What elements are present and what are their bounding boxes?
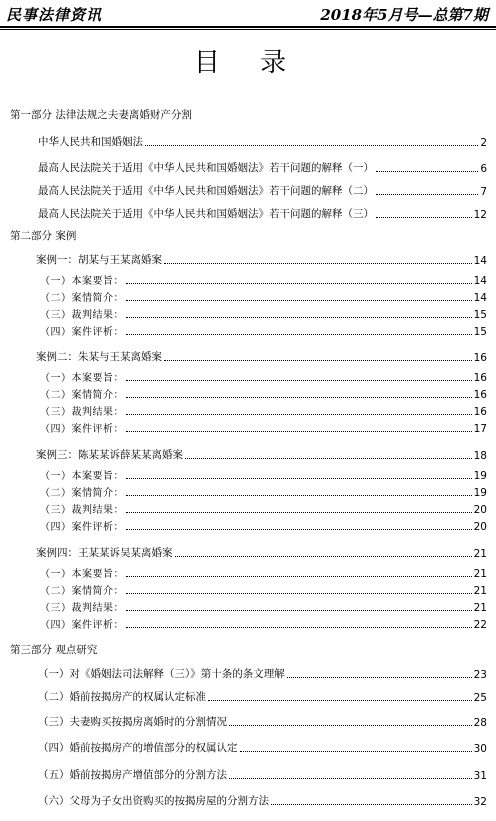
toc-page-number: 6 xyxy=(480,163,487,175)
toc-entry-case-sub[interactable] xyxy=(40,385,487,401)
toc-entry-title: （三）夫妻购买按揭房离婚时的分割情况 xyxy=(38,716,227,728)
dot-leader xyxy=(126,431,472,432)
toc-entry-case[interactable] xyxy=(36,251,487,267)
dot-leader xyxy=(126,317,472,318)
dot-leader xyxy=(287,677,472,678)
section-heading-part1: 第一部分 法律法规之夫妻离婚财产分割 xyxy=(10,109,192,121)
toc-entry-case-sub[interactable] xyxy=(40,564,487,580)
toc-page-number: 19 xyxy=(473,470,487,482)
toc-entry-case-sub[interactable] xyxy=(40,322,487,338)
toc-entry-title: （三）裁判结果： xyxy=(40,603,124,614)
toc-entry-law[interactable] xyxy=(38,133,487,149)
dot-leader xyxy=(208,700,472,701)
toc-page-number: 21 xyxy=(473,602,487,614)
toc-page-number: 17 xyxy=(473,423,487,435)
dot-leader xyxy=(126,283,472,284)
dot-leader xyxy=(229,778,472,779)
toc-page-number: 12 xyxy=(473,209,487,221)
toc-entry-title: 最高人民法院关于适用《中华人民共和国婚姻法》若干问题的解释（二） xyxy=(38,185,374,197)
toc-page-number: 30 xyxy=(473,743,487,755)
toc-page-number: 18 xyxy=(473,450,487,462)
dot-leader xyxy=(126,610,472,611)
toc-entry-title: 中华人民共和国婚姻法 xyxy=(38,136,143,148)
toc-entry-title: （一）本案要旨： xyxy=(40,276,124,287)
dot-leader xyxy=(376,171,478,172)
section-heading-part3: 第三部分 观点研究 xyxy=(10,644,98,656)
toc-entry-law[interactable] xyxy=(38,159,487,175)
toc-entry-title: （一）本案要旨： xyxy=(40,471,124,482)
toc-entry-title: （一）本案要旨： xyxy=(40,373,124,384)
toc-entry-title: （二）案情简介： xyxy=(40,390,124,401)
dot-leader xyxy=(126,478,472,479)
toc-entry-case-sub[interactable] xyxy=(40,581,487,597)
toc-entry-title: （三）裁判结果： xyxy=(40,407,124,418)
toc-entry-case-sub[interactable] xyxy=(40,598,487,614)
toc-entry-title: 案例三：陈某某诉薛某某离婚案 xyxy=(36,449,183,461)
dot-leader xyxy=(126,593,472,594)
dot-leader xyxy=(126,300,472,301)
toc-entry-title: 案例二：朱某与王某离婚案 xyxy=(36,351,162,363)
dot-leader xyxy=(126,529,472,530)
dot-leader xyxy=(164,263,472,264)
toc-entry-viewpoint[interactable] xyxy=(38,739,487,755)
toc-entry-viewpoint[interactable] xyxy=(38,792,487,808)
toc-entry-title: （二）案情简介： xyxy=(40,586,124,597)
toc-page-number: 14 xyxy=(473,275,487,287)
toc-entry-viewpoint[interactable] xyxy=(38,766,487,782)
toc-entry-law[interactable] xyxy=(38,182,487,198)
toc-page-number: 16 xyxy=(473,389,487,401)
toc-entry-title: （四）案件评析： xyxy=(40,620,124,631)
dot-leader xyxy=(126,414,472,415)
toc-entry-viewpoint[interactable] xyxy=(38,713,487,729)
toc-entry-title: （四）婚前按揭房产的增值部分的权属认定 xyxy=(38,742,238,754)
toc-entry-case-sub[interactable] xyxy=(40,483,487,499)
toc-page-number: 28 xyxy=(473,717,487,729)
toc-page-number: 20 xyxy=(473,504,487,516)
toc-page-number: 25 xyxy=(473,692,487,704)
toc-entry-title: （四）案件评析： xyxy=(40,327,124,338)
toc-page-number: 32 xyxy=(473,796,487,808)
toc-entry-title: （二）婚前按揭房产的权属认定标准 xyxy=(38,691,206,703)
dot-leader xyxy=(175,556,472,557)
journal-name: 民事法律资讯 xyxy=(6,6,103,24)
toc-entry-title: （六）父母为子女出资购买的按揭房屋的分割方法 xyxy=(38,795,269,807)
section-heading-part2: 第二部分 案例 xyxy=(10,230,77,242)
toc-entry-case-sub[interactable] xyxy=(40,466,487,482)
dot-leader xyxy=(145,145,478,146)
toc-entry-case-sub[interactable] xyxy=(40,288,487,304)
toc-page-number: 15 xyxy=(473,309,487,321)
toc-entry-case-sub[interactable] xyxy=(40,305,487,321)
toc-entry-case-sub[interactable] xyxy=(40,500,487,516)
toc-entry-title: 案例一：胡某与王某离婚案 xyxy=(36,254,162,266)
toc-entry-viewpoint[interactable] xyxy=(38,688,487,704)
toc-page-number: 14 xyxy=(473,255,487,267)
toc-entry-title: （五）婚前按揭房产增值部分的分割方法 xyxy=(38,769,227,781)
toc-page-number: 21 xyxy=(473,585,487,597)
dot-leader xyxy=(126,627,472,628)
dot-leader xyxy=(240,751,472,752)
toc-entry-case-sub[interactable] xyxy=(40,402,487,418)
toc-page-number: 19 xyxy=(473,487,487,499)
dot-leader xyxy=(271,804,472,805)
toc-entry-case[interactable] xyxy=(36,446,487,462)
dot-leader xyxy=(126,397,472,398)
toc-entry-title: 案例四：王某某诉吴某离婚案 xyxy=(36,547,173,559)
header-rule-thin xyxy=(0,29,496,30)
dot-leader xyxy=(126,495,472,496)
dot-leader xyxy=(164,360,472,361)
toc-page-number: 21 xyxy=(473,568,487,580)
issue-info: 2018年5月号—总第7期 xyxy=(320,6,488,24)
dot-leader xyxy=(185,458,472,459)
dot-leader xyxy=(229,725,472,726)
toc-page-number: 15 xyxy=(473,326,487,338)
toc-entry-title: 最高人民法院关于适用《中华人民共和国婚姻法》若干问题的解释（一） xyxy=(38,162,374,174)
dot-leader xyxy=(126,334,472,335)
toc-entry-title: （三）裁判结果： xyxy=(40,310,124,321)
toc-entry-title: 最高人民法院关于适用《中华人民共和国婚姻法》若干问题的解释（三） xyxy=(38,208,374,220)
dot-leader xyxy=(126,380,472,381)
toc-entry-case-sub[interactable] xyxy=(40,271,487,287)
toc-entry-case[interactable] xyxy=(36,348,487,364)
toc-entry-title: （四）案件评析： xyxy=(40,424,124,435)
toc-entry-case[interactable] xyxy=(36,544,487,560)
toc-entry-title: （二）案情简介： xyxy=(40,488,124,499)
dot-leader xyxy=(126,512,472,513)
page-title: 目 录 xyxy=(193,48,303,78)
toc-page-number: 7 xyxy=(480,186,487,198)
toc-page-number: 14 xyxy=(473,292,487,304)
page-header xyxy=(0,0,496,28)
toc-page-number: 22 xyxy=(473,619,487,631)
toc-page-number: 16 xyxy=(473,372,487,384)
toc-page-number: 16 xyxy=(473,406,487,418)
toc-entry-viewpoint[interactable] xyxy=(38,665,487,681)
toc-page-number: 2 xyxy=(480,137,487,149)
toc-entry-case-sub[interactable] xyxy=(40,615,487,631)
dot-leader xyxy=(376,217,472,218)
toc-entry-title: （一）对《婚姻法司法解释（三）》第十条的条文理解 xyxy=(38,668,285,680)
toc-entry-title: （三）裁判结果： xyxy=(40,505,124,516)
toc-entry-case-sub[interactable] xyxy=(40,368,487,384)
toc-page-number: 31 xyxy=(473,770,487,782)
dot-leader xyxy=(126,576,472,577)
toc-page-number: 23 xyxy=(473,669,487,681)
toc-page-number: 21 xyxy=(473,548,487,560)
toc-entry-case-sub[interactable] xyxy=(40,419,487,435)
toc-entry-law[interactable] xyxy=(38,205,487,221)
header-rule xyxy=(0,26,496,28)
toc-entry-title: （二）案情简介： xyxy=(40,293,124,304)
toc-entry-case-sub[interactable] xyxy=(40,517,487,533)
toc-entry-title: （四）案件评析： xyxy=(40,522,124,533)
toc-page-number: 16 xyxy=(473,352,487,364)
toc-page-number: 20 xyxy=(473,521,487,533)
dot-leader xyxy=(376,194,478,195)
toc-entry-title: （一）本案要旨： xyxy=(40,569,124,580)
